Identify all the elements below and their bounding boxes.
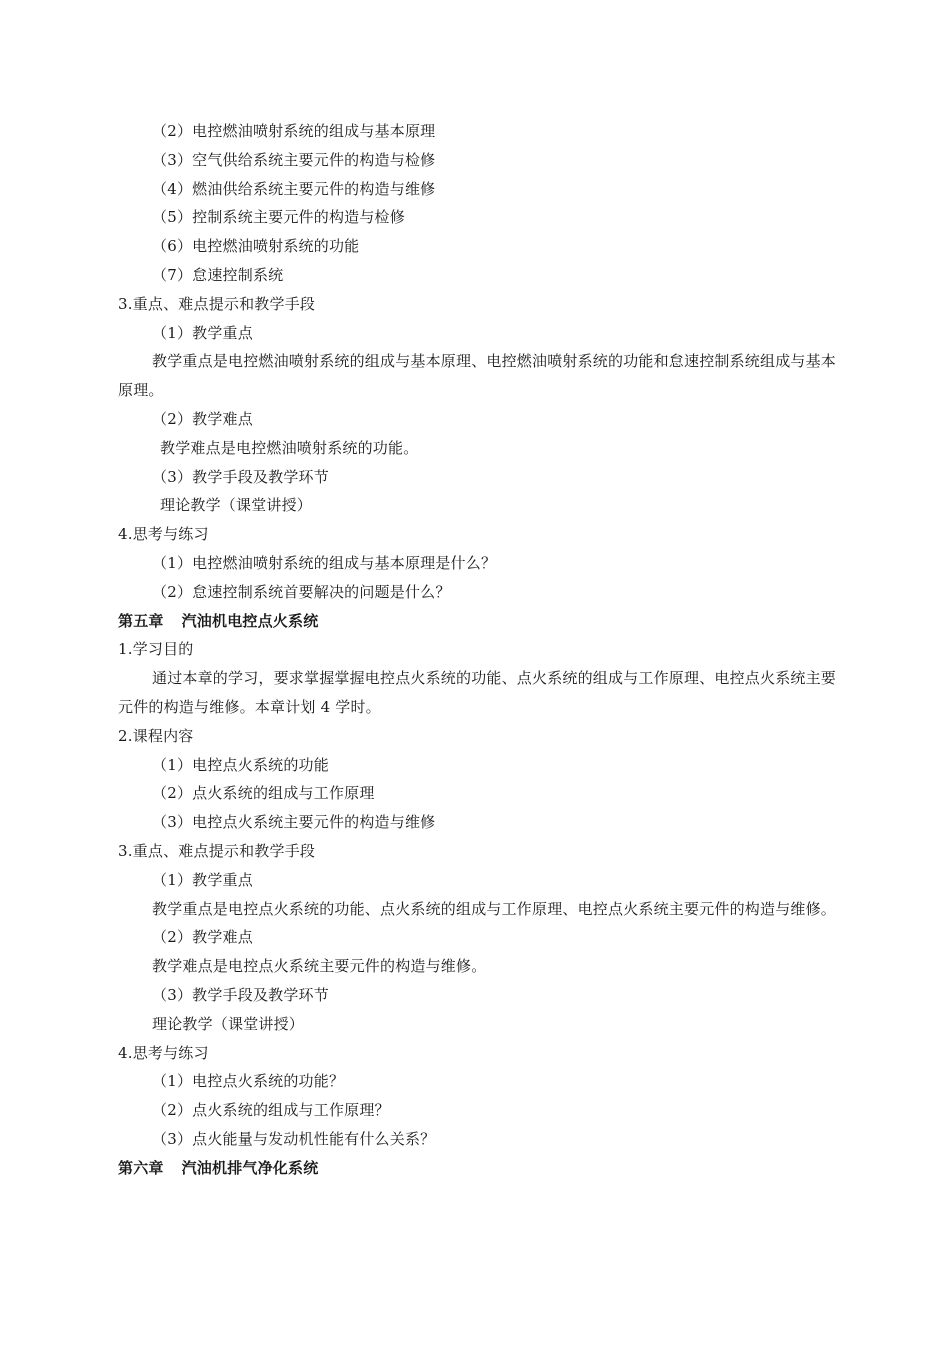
list-item: （5）控制系统主要元件的构造与检修 <box>152 208 405 227</box>
chapter-title: 汽油机排气净化系统 <box>181 1158 319 1177</box>
list-item: （6）电控燃油喷射系统的功能 <box>152 237 360 256</box>
sub-heading: （3）教学手段及教学环节 <box>152 985 329 1004</box>
paragraph: 理论教学（课堂讲授） <box>152 1014 305 1033</box>
chapter-heading <box>0 607 952 636</box>
chapter-number: 第五章 <box>118 611 164 630</box>
list-item: （3）点火能量与发动机性能有什么关系？ <box>152 1129 436 1148</box>
section-heading: 4.思考与练习 <box>118 525 209 544</box>
chapter-number: 第六章 <box>118 1158 164 1177</box>
sub-heading: （1）教学重点 <box>152 870 253 889</box>
paragraph: 教学重点是电控点火系统的功能、点火系统的组成与工作原理、电控点火系统主要元件的构造与维修。 <box>152 899 837 918</box>
chapter-title: 汽油机电控点火系统 <box>181 611 319 630</box>
list-item: （7）怠速控制系统 <box>152 265 284 284</box>
list-item: （2）点火系统的组成与工作原理？ <box>152 1101 390 1120</box>
chapter-heading <box>0 1154 952 1183</box>
section-heading: 2.课程内容 <box>118 726 194 745</box>
list-item: （2）怠速控制系统首要解决的问题是什么？ <box>152 582 451 601</box>
paragraph: 教学重点是电控燃油喷射系统的组成与基本原理、电控燃油喷射系统的功能和怠速控制系统组成与基本原理。 <box>118 352 837 400</box>
sub-heading: （1）教学重点 <box>152 323 253 342</box>
list-item: （1）电控燃油喷射系统的组成与基本原理是什么？ <box>152 553 497 572</box>
list-item: （3）电控点火系统主要元件的构造与维修 <box>152 813 436 832</box>
document-page <box>0 117 952 1182</box>
list-item: （3）空气供给系统主要元件的构造与检修 <box>152 150 436 169</box>
paragraph: 理论教学（课堂讲授） <box>160 496 313 515</box>
section-heading: 4.思考与练习 <box>118 1043 209 1062</box>
list-item: （1）电控点火系统的功能 <box>152 755 329 774</box>
section-heading: 1.学习目的 <box>118 640 194 659</box>
section-heading: 3.重点、难点提示和教学手段 <box>118 294 316 313</box>
sub-heading: （2）教学难点 <box>152 409 253 428</box>
paragraph: 教学难点是电控点火系统主要元件的构造与维修。 <box>152 957 487 976</box>
list-item: （4）燃油供给系统主要元件的构造与维修 <box>152 179 436 198</box>
list-item: （2）点火系统的组成与工作原理 <box>152 784 375 803</box>
sub-heading: （2）教学难点 <box>152 928 253 947</box>
sub-heading: （3）教学手段及教学环节 <box>152 467 329 486</box>
paragraph: 通过本章的学习，要求掌握掌握电控点火系统的功能、点火系统的组成与工作原理、电控点火系统主要元件的构造与维修。本章计划 4 学时。 <box>118 669 837 716</box>
section-heading: 3.重点、难点提示和教学手段 <box>118 841 316 860</box>
list-item: （2）电控燃油喷射系统的组成与基本原理 <box>152 122 436 140</box>
list-item: （1）电控点火系统的功能？ <box>152 1072 345 1091</box>
paragraph: 教学难点是电控燃油喷射系统的功能。 <box>160 438 419 457</box>
